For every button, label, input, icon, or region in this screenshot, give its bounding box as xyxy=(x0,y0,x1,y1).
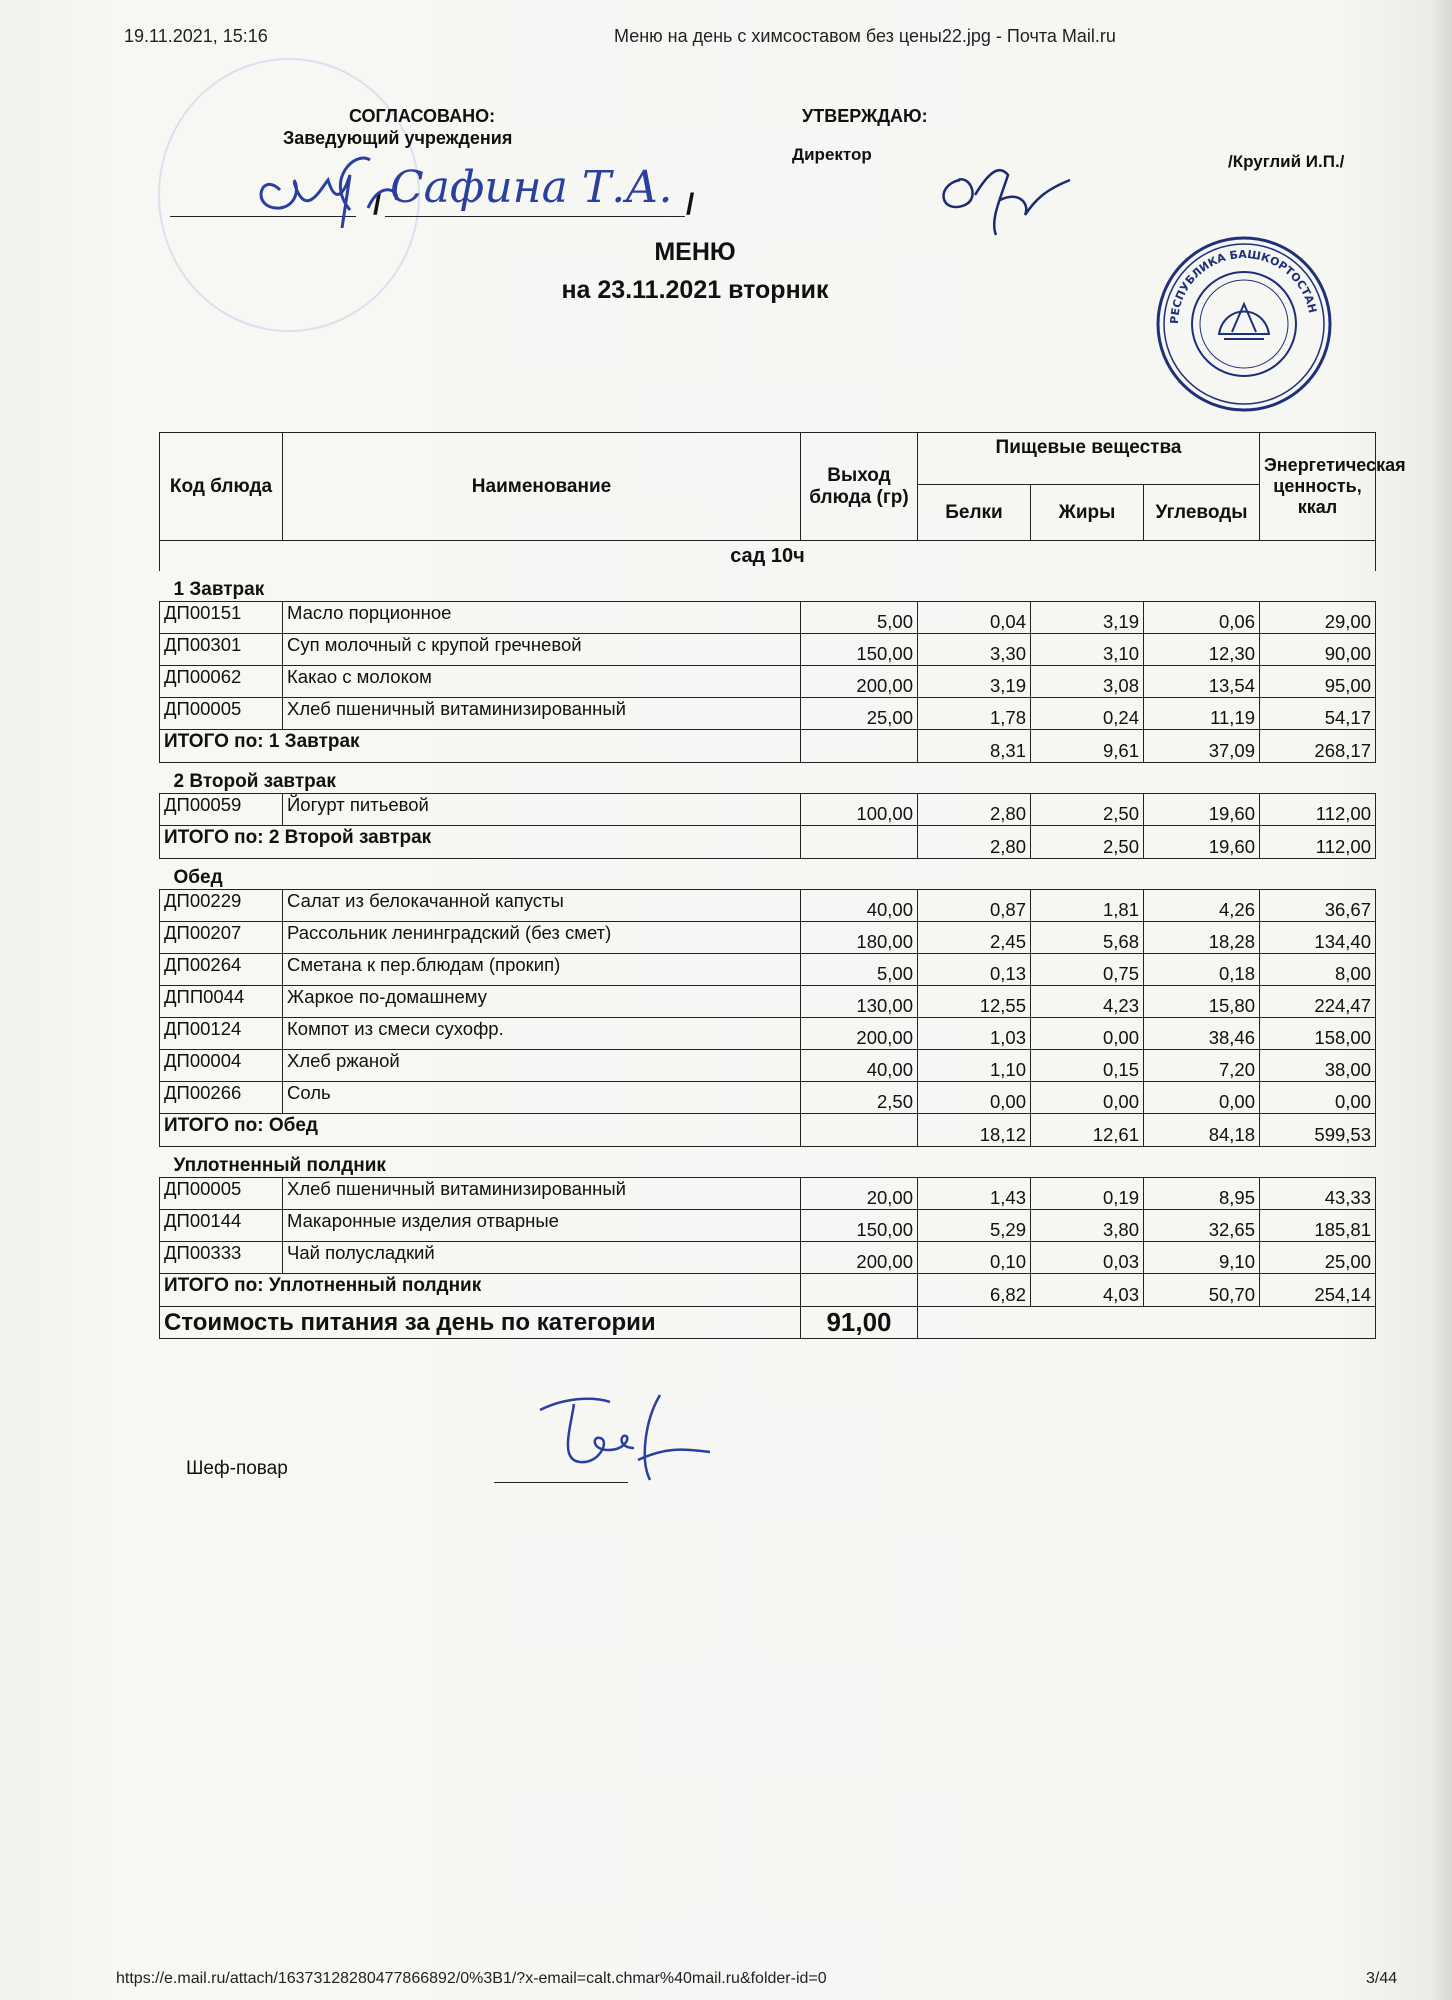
dish-carbs: 8,95 xyxy=(1144,1178,1260,1210)
chef-label: Шеф-повар xyxy=(186,1458,288,1479)
dish-output: 40,00 xyxy=(801,890,918,922)
table-row xyxy=(160,1178,1376,1210)
head-signature-text: Сафина Т.А. xyxy=(390,162,673,213)
dish-carbs: 19,60 xyxy=(1144,794,1260,826)
dish-energy: 185,81 xyxy=(1260,1210,1376,1242)
header-name: Наименование xyxy=(283,433,801,541)
print-url: https://e.mail.ru/attach/16373128280477866892/0%3B1/?x-email=calt.chmar%40mail.ru&folder-id=0 xyxy=(116,1970,827,1987)
dish-protein: 3,30 xyxy=(918,634,1031,666)
total-output-empty xyxy=(801,1114,918,1147)
dish-output: 200,00 xyxy=(801,666,918,698)
chef-signature-line xyxy=(494,1482,628,1483)
header-output: Выход блюда (гр) xyxy=(801,433,918,541)
dish-name: Йогурт питьевой xyxy=(283,794,801,826)
dish-fat: 2,50 xyxy=(1031,794,1144,826)
svg-text:РЕСПУБЛИКА БАШКОРТОСТАН: РЕСПУБЛИКА БАШКОРТОСТАН xyxy=(1167,247,1320,325)
dish-energy: 224,47 xyxy=(1260,986,1376,1018)
total-label: ИТОГО по: Обед xyxy=(160,1114,801,1147)
total-carbs: 19,60 xyxy=(1144,826,1260,859)
dish-carbs: 15,80 xyxy=(1144,986,1260,1018)
dish-protein: 0,00 xyxy=(918,1082,1031,1114)
dish-code: ДП00124 xyxy=(160,1018,283,1050)
table-row xyxy=(160,794,1376,826)
total-fat: 9,61 xyxy=(1031,730,1144,763)
dish-output: 5,00 xyxy=(801,954,918,986)
total-carbs: 50,70 xyxy=(1144,1274,1260,1307)
header-energy: Энергетическая ценность, ккал xyxy=(1260,433,1376,541)
dish-output: 150,00 xyxy=(801,634,918,666)
dish-energy: 8,00 xyxy=(1260,954,1376,986)
table-row xyxy=(160,634,1376,666)
section-title: 2 Второй завтрак xyxy=(173,771,336,792)
dish-fat: 3,19 xyxy=(1031,602,1144,634)
dish-energy: 54,17 xyxy=(1260,698,1376,730)
dish-output: 150,00 xyxy=(801,1210,918,1242)
total-label: ИТОГО по: Уплотненный полдник xyxy=(160,1274,801,1307)
print-page-number: 3/44 xyxy=(1366,1970,1398,1987)
dish-energy: 95,00 xyxy=(1260,666,1376,698)
total-energy: 268,17 xyxy=(1260,730,1376,763)
dish-fat: 3,80 xyxy=(1031,1210,1144,1242)
dish-code: ДП00004 xyxy=(160,1050,283,1082)
total-label: ИТОГО по: 1 Завтрак xyxy=(160,730,801,763)
total-protein: 6,82 xyxy=(918,1274,1031,1307)
total-energy: 599,53 xyxy=(1260,1114,1376,1147)
table-row xyxy=(160,986,1376,1018)
table-row xyxy=(160,922,1376,954)
dish-code: ДП00144 xyxy=(160,1210,283,1242)
dish-name: Рассольник ленинградский (без смет) xyxy=(283,922,801,954)
print-datetime: 19.11.2021, 15:16 xyxy=(124,26,268,46)
dish-protein: 0,13 xyxy=(918,954,1031,986)
print-title: Меню на день с химсоставом без цены22.jpg - Почта Mail.ru xyxy=(614,26,1116,46)
table-row xyxy=(160,1242,1376,1274)
table-row xyxy=(160,890,1376,922)
dish-fat: 0,24 xyxy=(1031,698,1144,730)
confirm-title: УТВЕРЖДАЮ: xyxy=(802,106,928,126)
dish-output: 200,00 xyxy=(801,1242,918,1274)
approved-role: Заведующий учреждения xyxy=(283,128,513,148)
dish-name: Масло порционное xyxy=(283,602,801,634)
dish-fat: 0,15 xyxy=(1031,1050,1144,1082)
director-label: Директор xyxy=(792,145,872,164)
dish-carbs: 0,18 xyxy=(1144,954,1260,986)
dish-name: Суп молочный с крупой гречневой xyxy=(283,634,801,666)
total-energy: 112,00 xyxy=(1260,826,1376,859)
dish-name: Компот из смеси сухофр. xyxy=(283,1018,801,1050)
dish-carbs: 18,28 xyxy=(1144,922,1260,954)
header-protein: Белки xyxy=(918,485,1031,541)
dish-energy: 36,67 xyxy=(1260,890,1376,922)
dish-carbs: 0,06 xyxy=(1144,602,1260,634)
dish-protein: 2,80 xyxy=(918,794,1031,826)
dish-carbs: 0,00 xyxy=(1144,1082,1260,1114)
dish-code: ДП00229 xyxy=(160,890,283,922)
dish-fat: 1,81 xyxy=(1031,890,1144,922)
total-label: ИТОГО по: 2 Второй завтрак xyxy=(160,826,801,859)
total-output-empty xyxy=(801,1274,918,1307)
dish-name: Салат из белокачанной капусты xyxy=(283,890,801,922)
chef-signature-icon xyxy=(530,1390,710,1490)
dish-protein: 1,78 xyxy=(918,698,1031,730)
dish-code: ДП00266 xyxy=(160,1082,283,1114)
header-code: Код блюда xyxy=(160,433,283,541)
dish-fat: 3,08 xyxy=(1031,666,1144,698)
dish-name: Сметана к пер.блюдам (прокип) xyxy=(283,954,801,986)
total-carbs: 37,09 xyxy=(1144,730,1260,763)
dish-fat: 5,68 xyxy=(1031,922,1144,954)
dish-energy: 25,00 xyxy=(1260,1242,1376,1274)
dish-code: ДП00151 xyxy=(160,602,283,634)
dish-output: 25,00 xyxy=(801,698,918,730)
total-carbs: 84,18 xyxy=(1144,1114,1260,1147)
section-total-row xyxy=(160,730,1376,763)
table-row xyxy=(160,1082,1376,1114)
dish-code: ДП00301 xyxy=(160,634,283,666)
cost-value: 91,00 xyxy=(801,1307,918,1339)
dish-code: ДП00207 xyxy=(160,922,283,954)
menu-title: МЕНЮ xyxy=(654,238,736,266)
dish-protein: 1,43 xyxy=(918,1178,1031,1210)
dish-output: 130,00 xyxy=(801,986,918,1018)
section-title: 1 Завтрак xyxy=(173,579,265,600)
cost-label: Стоимость питания за день по категории xyxy=(160,1307,801,1339)
dish-protein: 12,55 xyxy=(918,986,1031,1018)
dish-protein: 1,03 xyxy=(918,1018,1031,1050)
dish-fat: 0,00 xyxy=(1031,1018,1144,1050)
dish-carbs: 38,46 xyxy=(1144,1018,1260,1050)
dish-name: Макаронные изделия отварные xyxy=(283,1210,801,1242)
dish-output: 180,00 xyxy=(801,922,918,954)
dish-carbs: 12,30 xyxy=(1144,634,1260,666)
dish-name: Хлеб пшеничный витаминизированный xyxy=(283,1178,801,1210)
dish-fat: 4,23 xyxy=(1031,986,1144,1018)
menu-table xyxy=(159,432,1406,1339)
approved-title: СОГЛАСОВАНО: xyxy=(349,106,496,126)
dish-name: Хлеб пшеничный витаминизированный xyxy=(283,698,801,730)
dish-code: ДП00005 xyxy=(160,1178,283,1210)
total-fat: 12,61 xyxy=(1031,1114,1144,1147)
dish-name: Какао с молоком xyxy=(283,666,801,698)
section-total-row xyxy=(160,1114,1376,1147)
table-row xyxy=(160,602,1376,634)
dish-output: 2,50 xyxy=(801,1082,918,1114)
dish-energy: 158,00 xyxy=(1260,1018,1376,1050)
dish-name: Чай полусладкий xyxy=(283,1242,801,1274)
dish-code: ДПП0044 xyxy=(160,986,283,1018)
table-row xyxy=(160,666,1376,698)
dish-code: ДП00264 xyxy=(160,954,283,986)
table-row xyxy=(160,1050,1376,1082)
section-total-row xyxy=(160,1274,1376,1307)
total-protein: 8,31 xyxy=(918,730,1031,763)
dish-output: 200,00 xyxy=(801,1018,918,1050)
cost-row xyxy=(160,1307,1376,1339)
total-output-empty xyxy=(801,826,918,859)
dish-protein: 3,19 xyxy=(918,666,1031,698)
dish-name: Соль xyxy=(283,1082,801,1114)
dish-code: ДП00333 xyxy=(160,1242,283,1274)
dish-energy: 43,33 xyxy=(1260,1178,1376,1210)
table-row xyxy=(160,1018,1376,1050)
total-protein: 18,12 xyxy=(918,1114,1031,1147)
dish-fat: 3,10 xyxy=(1031,634,1144,666)
dish-protein: 2,45 xyxy=(918,922,1031,954)
header-nutrients: Пищевые вещества xyxy=(918,433,1260,485)
dish-output: 20,00 xyxy=(801,1178,918,1210)
dish-fat: 0,03 xyxy=(1031,1242,1144,1274)
head-signature-icon xyxy=(250,150,690,228)
section-title: Уплотненный полдник xyxy=(173,1155,386,1176)
dish-carbs: 13,54 xyxy=(1144,666,1260,698)
section-title: Обед xyxy=(173,867,223,888)
header-fat: Жиры xyxy=(1031,485,1144,541)
dish-carbs: 4,26 xyxy=(1144,890,1260,922)
group-label: сад 10ч xyxy=(160,541,1376,572)
menu-date: на 23.11.2021 вторник xyxy=(561,276,829,304)
total-fat: 2,50 xyxy=(1031,826,1144,859)
dish-energy: 112,00 xyxy=(1260,794,1376,826)
dish-carbs: 32,65 xyxy=(1144,1210,1260,1242)
dish-output: 5,00 xyxy=(801,602,918,634)
page-edge-shadow xyxy=(1430,0,1452,2000)
dish-energy: 29,00 xyxy=(1260,602,1376,634)
header-carbs: Углеводы xyxy=(1144,485,1260,541)
dish-fat: 0,00 xyxy=(1031,1082,1144,1114)
dish-carbs: 11,19 xyxy=(1144,698,1260,730)
dish-code: ДП00059 xyxy=(160,794,283,826)
dish-name: Жаркое по-домашнему xyxy=(283,986,801,1018)
dish-energy: 134,40 xyxy=(1260,922,1376,954)
table-row xyxy=(160,954,1376,986)
dish-protein: 1,10 xyxy=(918,1050,1031,1082)
dish-code: ДП00005 xyxy=(160,698,283,730)
dish-output: 100,00 xyxy=(801,794,918,826)
dish-protein: 0,04 xyxy=(918,602,1031,634)
table-row xyxy=(160,698,1376,730)
scanned-page: 19.11.2021, 15:16 Меню на день с химсоставом без цены22.jpg - Почта Mail.ru СОГЛАСОВАНО: Заведующий учреждения / / Сафина Т.А. УТВЕРЖДАЮ: Директор /Круглий И.П./ РЕСПУБЛИКА БАШКОРТОСТАН МЕНЮ на 23.11.2021 вторник Код блюда Наименование Выход блюда (гр) Пищевые вещества Энергетическая ценность, ккал Белки Жиры Углеводы сад 10ч 1 Завтрак ДП00151 Масло порционное 5,00 0,04 3,19 0,06 29,00 ДП00301 Суп молочный с крупой гречневой 150,00 3,30 3,10 12,30 90,00 ДП00062 Какао с молоком 200,00 3,19 3,08 13,54 95,00 ДП00005 Хлеб пшеничный витаминизированный 25,00 1,78 0,24 11,19 54,17 ИТОГО по: 1 Завтрак 8,31 9,61 37,09 268,17 2 Второй завтрак ДП00059 Йогурт питьевой 100,00 2,80 2,50 19,60 112,00 ИТОГО по: 2 Второй завтрак 2,80 2,50 19,60 112,00 Обед ДП00229 Салат из белокачанной капусты 40,00 0,87 1,81 4,26 36,67 ДП00207 Рассольник ленинградский (без смет) 180,00 2,45 5,68 18,28 134,40 ДП00264 Сметана к пер.блюдам (прокип) 5,00 0,13 0,75 0,18 8,00 ДПП0044 Жаркое по-домашнему 130,00 12,55 4,23 15,80 224,47 ДП00124 Компот из смеси сухофр. 200,00 1,03 0,00 38,46 158,00 ДП00004 Хлеб ржаной 40,00 1,10 0,15 7,20 38,00 ДП00266 Соль 2,50 0,00 0,00 0,00 0,00 ИТОГО по: Обед 18,12 12,61 84,18 599,53 Уплотненный полдник ДП00005 Хлеб пшеничный витаминизированный 20,00 1,43 0,19 8,95 43,33 ДП00144 Макаронные изделия отварные 150,00 5,29 3,80 32,65 185,81 ДП00333 Чай полусладкий 200,00 0,10 0,03 9,10 25,00 ИТОГО по: Уплотненный полдник 6,82 4,03 50,70 254,14 Стоимость питания за день по категории 91,00 Шеф-повар https://e.mail.ru/attach/16373128280477866892/0%3B1/?x-email=calt.chmar%40mail.ru&folder-id=0 3/44 xyxy=(0,0,1452,2000)
cost-empty xyxy=(918,1307,1376,1339)
dish-protein: 0,10 xyxy=(918,1242,1031,1274)
total-fat: 4,03 xyxy=(1031,1274,1144,1307)
dish-protein: 0,87 xyxy=(918,890,1031,922)
dish-fat: 0,75 xyxy=(1031,954,1144,986)
dish-carbs: 9,10 xyxy=(1144,1242,1260,1274)
dish-energy: 0,00 xyxy=(1260,1082,1376,1114)
total-protein: 2,80 xyxy=(918,826,1031,859)
dish-protein: 5,29 xyxy=(918,1210,1031,1242)
total-energy: 254,14 xyxy=(1260,1274,1376,1307)
dish-code: ДП00062 xyxy=(160,666,283,698)
dish-energy: 38,00 xyxy=(1260,1050,1376,1082)
dish-energy: 90,00 xyxy=(1260,634,1376,666)
dish-name: Хлеб ржаной xyxy=(283,1050,801,1082)
dish-fat: 0,19 xyxy=(1031,1178,1144,1210)
section-total-row xyxy=(160,826,1376,859)
total-output-empty xyxy=(801,730,918,763)
director-signature-icon xyxy=(930,160,1080,240)
director-name: /Круглий И.П./ xyxy=(1228,152,1345,171)
dish-carbs: 7,20 xyxy=(1144,1050,1260,1082)
table-row xyxy=(160,1210,1376,1242)
dish-output: 40,00 xyxy=(801,1050,918,1082)
